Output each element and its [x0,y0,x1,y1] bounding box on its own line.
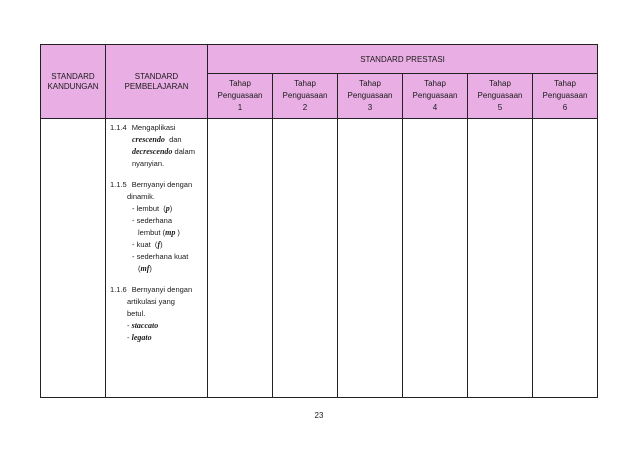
level-header-1: Tahap Penguasaan 1 [208,74,273,119]
standard-prestasi-header: STANDARD PRESTASI [208,45,598,74]
standard-text: artikulasi yang [127,297,175,306]
level-cell-5 [468,119,533,398]
articulation-item-staccato: - staccato [127,321,159,330]
standard-text: dan [169,135,182,144]
level-header-5: Tahap Penguasaan 5 [468,74,533,119]
term-decrescendo: decrescendo [132,147,173,156]
dynamic-item-lembut: - lembut (p) [132,204,173,213]
articulation-item-legato: - legato [127,333,152,342]
dynamic-item-sederhana-lembut-cont: lembut (mp ) [138,228,180,237]
page-number: 23 [314,411,324,420]
pembelajaran-cell [106,119,208,398]
standard-text: dinamik. [127,192,155,201]
level-header-2: Tahap Penguasaan 2 [273,74,338,119]
standards-table [40,44,598,398]
level-header-4: Tahap Penguasaan 4 [403,74,468,119]
level-cell-4 [403,119,468,398]
standard-text: nyanyian. [132,159,165,168]
standard-text: Bernyanyi dengan [131,180,193,189]
level-cell-1 [208,119,273,398]
standard-kandungan-header: STANDARD KANDUNGAN [41,45,106,119]
standard-code: 1.1.4 [110,123,127,132]
standard-text: Bernyanyi dengan [131,285,193,294]
term-crescendo: crescendo [132,135,165,144]
dynamic-item-sederhana-kuat: - sederhana kuat [132,252,189,261]
standard-pembelajaran-header: STANDARD PEMBELAJARAN [106,45,208,119]
level-cell-3 [338,119,403,398]
standard-1-1-4 [110,122,207,170]
dynamic-item-sederhana-lembut: - sederhana [132,216,173,225]
standard-1-1-5 [110,179,207,275]
level-header-6: Tahap Penguasaan 6 [533,74,598,119]
standard-text: betul. [127,309,146,318]
dynamic-item-kuat: - kuat (f) [132,240,163,249]
level-cell-6 [533,119,598,398]
standard-text: Mengaplikasi [131,123,176,132]
level-cell-2 [273,119,338,398]
standard-1-1-6 [110,284,207,344]
level-header-3: Tahap Penguasaan 3 [338,74,403,119]
standard-code: 1.1.5 [110,180,127,189]
standard-text: dalam [174,147,195,156]
kandungan-cell [41,119,106,398]
dynamic-item-sederhana-kuat-sym: (mf) [138,264,152,273]
standard-code: 1.1.6 [110,285,127,294]
